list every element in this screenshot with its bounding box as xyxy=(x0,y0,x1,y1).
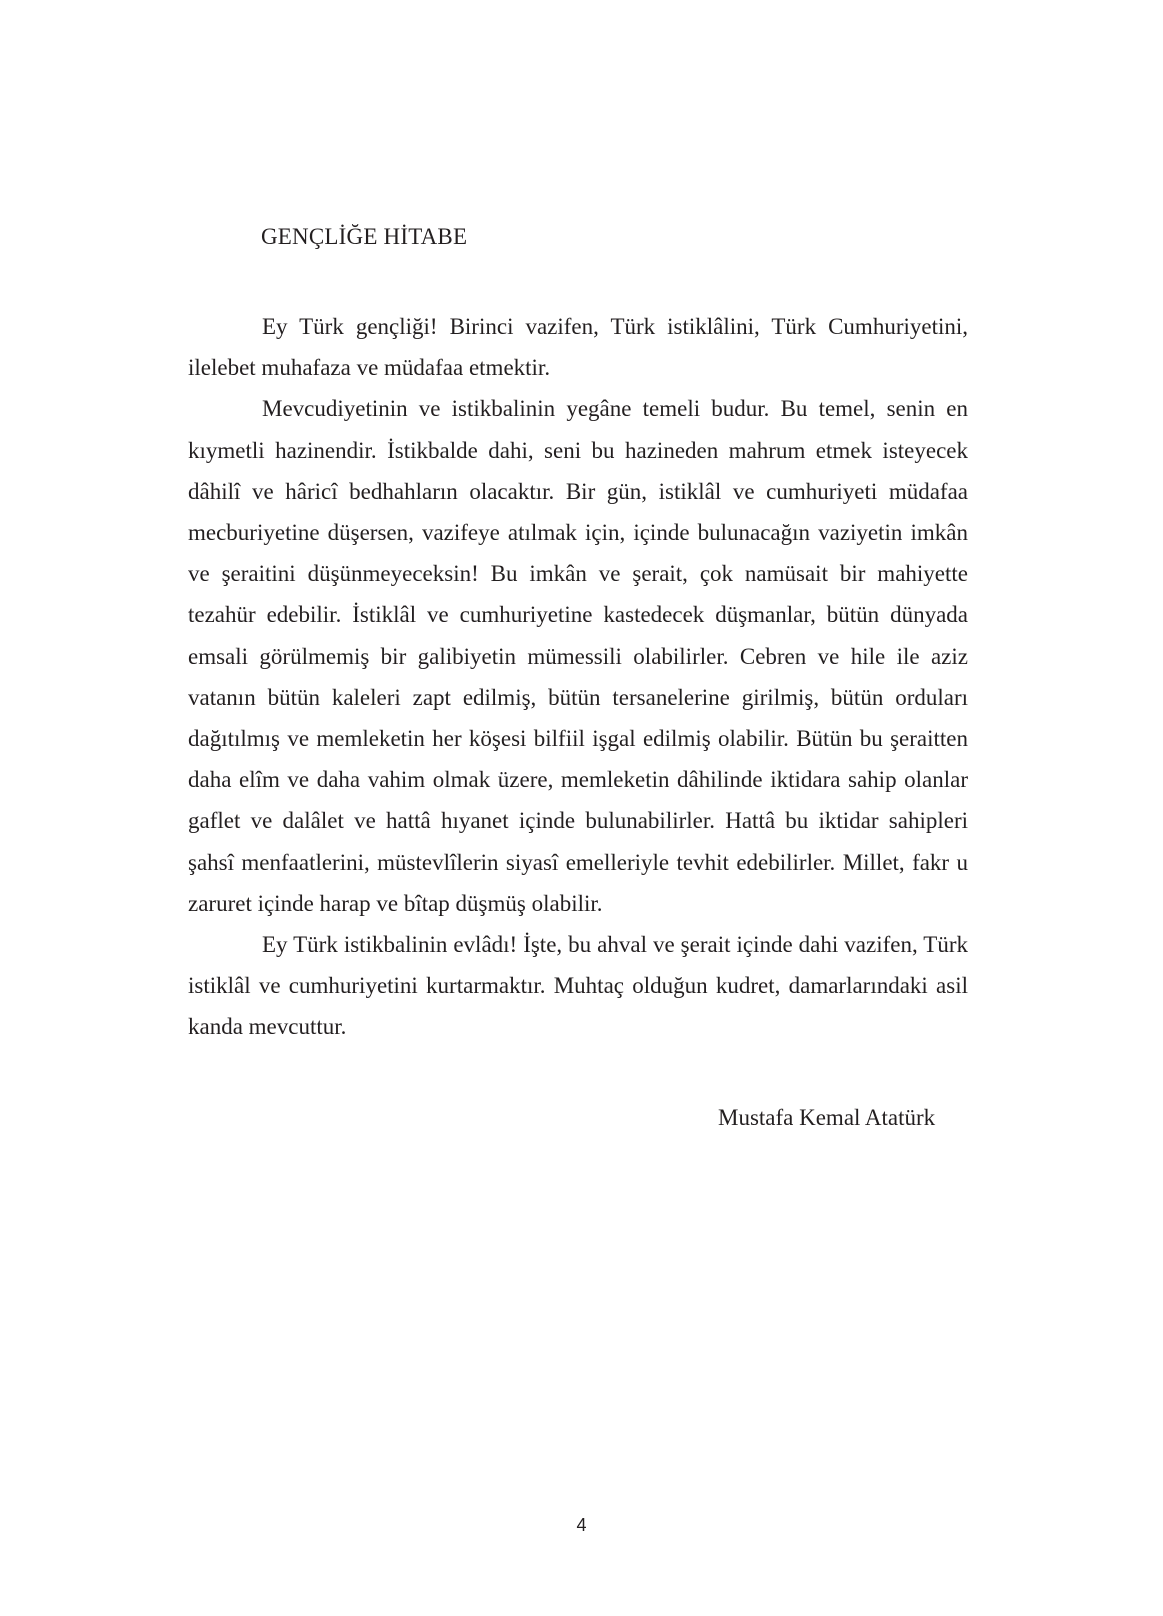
page-number: 4 xyxy=(576,1515,587,1535)
paragraph-3: Ey Türk istikbalinin evlâdı! İşte, bu ahval ve şerait içinde dahi vazifen, Türk istiklâl ve cumhuriyetini kurtarmaktır. Muhtaç olduğun kudret, damarlarındaki asil kanda mevcuttur. xyxy=(188,932,968,1040)
document-title: GENÇLİĞE HİTABE xyxy=(261,224,468,249)
document-body xyxy=(188,306,968,1048)
paragraph-2: Mevcudiyetinin ve istikbalinin yegâne temeli budur. Bu temel, senin en kıymetli hazinendir. İstikbalde dahi, seni bu hazineden mahrum etmek isteyecek dâhilî ve hâricî bedhahların olacaktır. Bir gün, istiklâl ve cumhuriyeti müdafaa mecburiyetine düşersen, vazifeye atılmak için, içinde bulunacağın vaziyetin imkân ve şeraitini düşünmeyeceksin! Bu imkân ve şerait, çok namüsait bir mahiyette tezahür edebilir. İstiklâl ve cumhuriyetine kastedecek düşmanlar, bütün dünyada emsali görülmemiş bir galibiyetin mümessili olabilirler. Cebren ve hile ile aziz vatanın bütün kaleleri zapt edilmiş, bütün tersanelerine girilmiş, bütün orduları dağıtılmış ve memleketin her köşesi bilfiil işgal edilmiş olabilir. Bütün bu şeraitten daha elîm ve daha vahim olmak üzere, memleketin dâhilinde iktidara sahip olanlar gaflet ve dalâlet ve hattâ hıyanet içinde bulunabilirler. Hattâ bu iktidar sahipleri şahsî menfaatlerini, müstevlîlerin siyasî emelleriyle tevhit edebilirler. Millet, fakr u zaruret içinde harap ve bîtap düşmüş olabilir. xyxy=(188,396,968,916)
signature: Mustafa Kemal Atatürk xyxy=(718,1105,936,1130)
paragraph-1: Ey Türk gençliği! Birinci vazifen, Türk istiklâlini, Türk Cumhuriyetini, ilelebet muhafaza ve müdafaa etmektir. xyxy=(188,314,968,381)
